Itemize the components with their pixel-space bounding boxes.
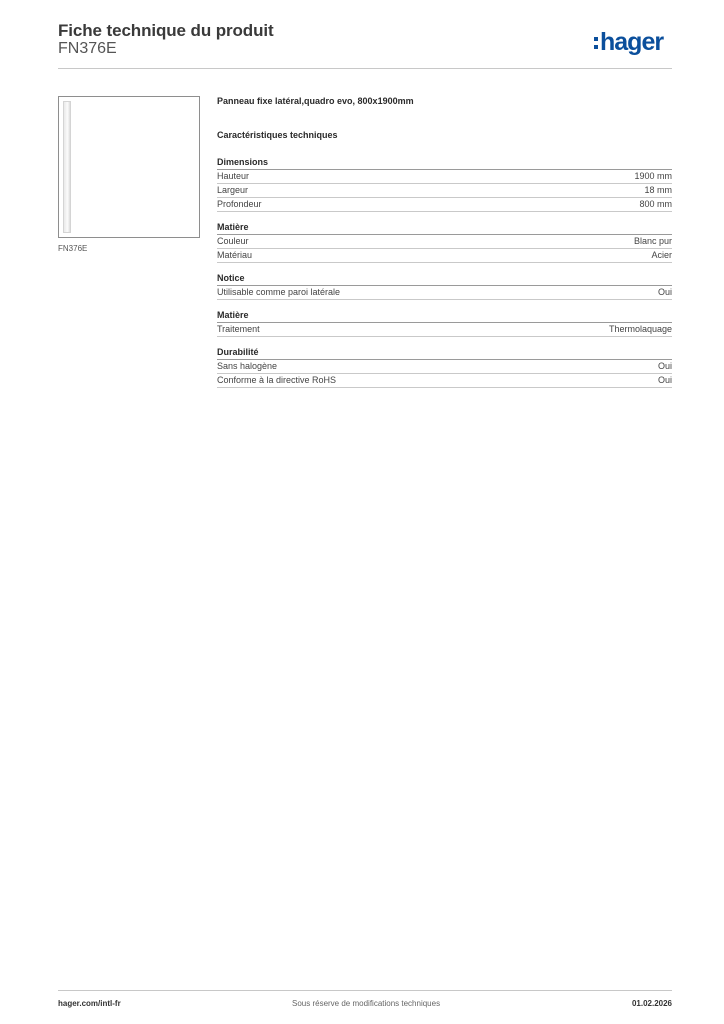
spec-value: Oui [657, 361, 672, 371]
product-image [58, 96, 200, 238]
spec-row [217, 374, 672, 388]
spec-value: 800 mm [639, 199, 672, 209]
logo-dots-icon [594, 37, 598, 49]
product-code: FN376E [58, 40, 117, 57]
footer-date: 01.02.2026 [631, 999, 672, 1008]
spec-group-title: Dimensions [217, 156, 672, 170]
spec-label: Largeur [217, 185, 249, 195]
logo-text: hager [600, 27, 664, 56]
spec-row [217, 170, 672, 184]
spec-label: Matériau [217, 250, 253, 260]
spec-group [217, 272, 672, 300]
spec-content [217, 96, 672, 397]
spec-label: Hauteur [217, 171, 250, 181]
spec-label: Couleur [217, 236, 249, 246]
image-caption: FN376E [58, 244, 88, 253]
spec-groups [217, 156, 672, 388]
spec-row [217, 360, 672, 374]
spec-label: Utilisable comme paroi latérale [217, 287, 341, 297]
spec-group [217, 309, 672, 337]
spec-group [217, 221, 672, 263]
spec-row [217, 286, 672, 300]
footer-divider [58, 990, 672, 991]
spec-value: Thermolaquage [608, 324, 672, 334]
spec-row [217, 184, 672, 198]
spec-row [217, 249, 672, 263]
spec-group [217, 156, 672, 212]
product-name: Panneau fixe latéral,quadro evo, 800x1900mm [217, 96, 414, 106]
spec-value: Blanc pur [633, 236, 672, 246]
spec-row [217, 198, 672, 212]
side-panel-illustration [63, 101, 71, 233]
spec-group-title: Matière [217, 309, 672, 323]
spec-label: Profondeur [217, 199, 262, 209]
section-heading: Caractéristiques techniques [217, 130, 338, 140]
spec-row [217, 235, 672, 249]
spec-label: Sans halogène [217, 361, 278, 371]
spec-group-title: Durabilité [217, 346, 672, 360]
footer-notice: Sous réserve de modifications techniques [292, 999, 441, 1008]
hager-logo[interactable] [594, 28, 663, 56]
spec-value: Oui [657, 375, 672, 385]
spec-group [217, 346, 672, 388]
spec-label: Conforme à la directive RoHS [217, 375, 337, 385]
header-divider [58, 68, 672, 69]
spec-value: 1900 mm [634, 171, 672, 181]
spec-value: Oui [657, 287, 672, 297]
spec-value: Acier [651, 250, 672, 260]
spec-group-title: Matière [217, 221, 672, 235]
page-title: Fiche technique du produit [58, 21, 274, 40]
spec-row [217, 323, 672, 337]
spec-group-title: Notice [217, 272, 672, 286]
spec-value: 18 mm [644, 185, 672, 195]
spec-label: Traitement [217, 324, 260, 334]
footer-website-link[interactable]: hager.com/intl-fr [58, 999, 121, 1008]
